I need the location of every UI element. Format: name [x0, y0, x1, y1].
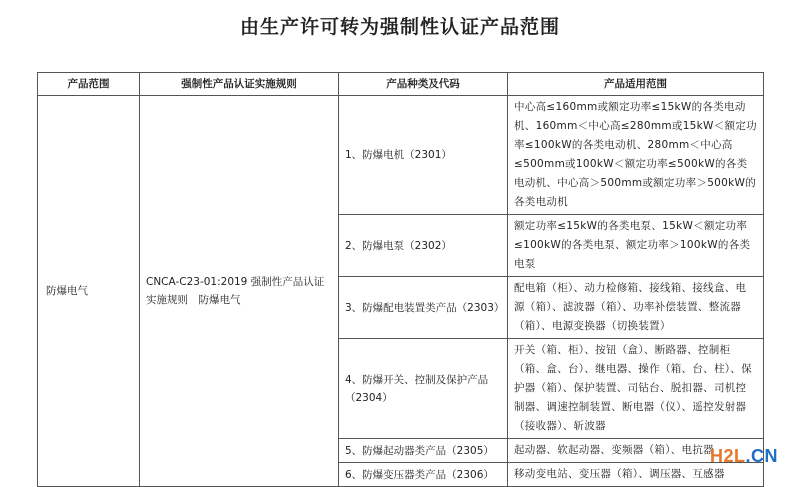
- certification-rule-cell: CNCA-C23-01:2019 强制性产品认证实施规则 防爆电气: [140, 96, 339, 487]
- product-type-cell: 5、防爆起动器类产品（2305）: [339, 439, 508, 463]
- header-applicable-scope: 产品适用范围: [508, 73, 764, 96]
- applicable-scope-cell: 中心高≤160mm或额定功率≤15kW的各类电动机、160mm＜中心高≤280mm或15kW＜额定功率≤100kW的各类电动机、280mm＜中心高≤500mm或100kW＜额定功率≤500kW的各类电动机、中心高＞500mm或额定功率＞500kW的各类电动机: [508, 96, 764, 215]
- product-type-cell: 6、防爆变压器类产品（2306）: [339, 463, 508, 487]
- watermark-cn: .CN: [745, 446, 778, 466]
- product-type-cell: 1、防爆电机（2301）: [339, 96, 508, 215]
- product-scope-cell: 防爆电气: [38, 96, 140, 487]
- applicable-scope-cell: 移动变电站、变压器（箱）、调压器、互感器: [508, 463, 764, 487]
- table-row: [38, 96, 764, 215]
- applicable-scope-cell: 开关（箱、柜）、按钮（盒）、断路器、控制柜（箱、盒、台）、继电器、操作（箱、台、柱）、保护器（箱）、保护装置、司钻台、脱扣器、司机控制器、调速控制装置、断电器（仪）、遥控发射器（接收器）、斩波器: [508, 339, 764, 439]
- applicable-scope-cell: 起动器、软起动器、变频器（箱）、电抗器: [508, 439, 764, 463]
- product-type-cell: 4、防爆开关、控制及保护产品（2304）: [339, 339, 508, 439]
- header-product-type-code: 产品种类及代码: [339, 73, 508, 96]
- product-type-cell: 2、防爆电泵（2302）: [339, 215, 508, 277]
- header-certification-rule: 强制性产品认证实施规则: [140, 73, 339, 96]
- product-scope-table: [37, 72, 764, 487]
- product-type-cell: 3、防爆配电装置类产品（2303）: [339, 277, 508, 339]
- applicable-scope-cell: 额定功率≤15kW的各类电泵、15kW＜额定功率≤100kW的各类电泵、额定功率＞100kW的各类电泵: [508, 215, 764, 277]
- watermark-h2l: H2L: [709, 446, 746, 466]
- header-product-scope: 产品范围: [38, 73, 140, 96]
- site-watermark-logo: [710, 446, 778, 467]
- page-title: 由生产许可转为强制性认证产品范围: [239, 16, 560, 38]
- applicable-scope-cell: 配电箱（柜）、动力检修箱、接线箱、接线盒、电源（箱）、滤波器（箱）、功率补偿装置、整流器（箱）、电源变换器（切换装置）: [508, 277, 764, 339]
- table-header-row: [38, 73, 764, 96]
